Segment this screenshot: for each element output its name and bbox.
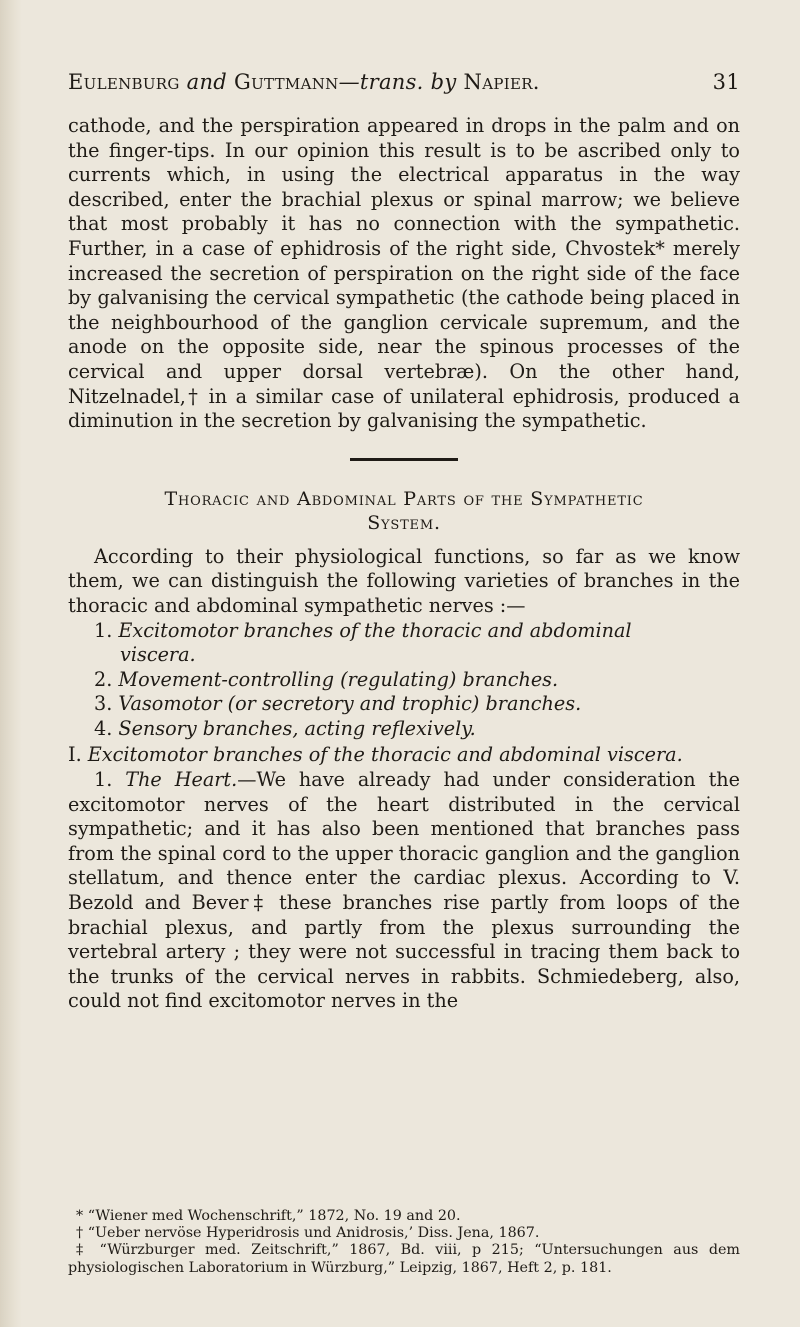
subsection-title: Excitomotor branches of the thoracic and abdominal viscera. (87, 743, 683, 767)
section-heading-line1: Thoracic and Abdominal Parts of the Sympathetic (164, 487, 644, 510)
author-guttmann: Guttmann (234, 70, 339, 94)
author-eulenburg: Eulenburg (68, 70, 180, 94)
item-number: 1. (94, 768, 113, 792)
list-text: Movement-controlling (regulating) branches. (118, 667, 559, 691)
footnote: * “Wiener med Wochenschrift,” 1872, No. 19 and 20. (76, 1208, 461, 1224)
list-item (68, 668, 740, 693)
page-number: 31 (712, 70, 740, 94)
subsection-heading (68, 743, 740, 768)
footnote: † “Ueber nervöse Hyperidrosis und Anidrosis,’ Diss. Jena, 1867. (76, 1225, 540, 1242)
section-heading (68, 487, 740, 535)
running-head (68, 70, 740, 100)
list-text: Vasomotor (or secretory and trophic) branches. (118, 692, 582, 716)
footnote: ‡ “Würzburger med. Zeitschrift,” 1867, Bd. viii, p 215; “Untersuchungen aus dem physiologischen Laboratorium in Würzburg,” Leipzig, 1867, Heft 2, p. 181. (68, 1242, 740, 1276)
item-text: —We have already had under consideration the excitomotor nerves of the heart distributed in the cervical sympathetic; and it has also been mentioned that branches pass from the spinal cord to the upper thoracic ganglion and the ganglion stellatum, and thence enter the cardiac plexus. According to V. Bezold and Bever‡ these branches rise partly from loops of the brachial plexus, and partly from the plexus surrounding the vertebral artery ; they were not successful in tracing them back to the trunks of the cervical nerves in rabbits. Schmiedeberg, also, could not find excitomotor nerves in the (68, 768, 740, 1013)
intro-paragraph: According to their physiological functions, so far as we know them, we can distinguish the following varieties of branches in the thoracic and abdominal sympathetic nerves :— (68, 544, 740, 617)
item-title: The Heart. (125, 768, 238, 792)
list-item (68, 619, 740, 668)
list-text: Sensory branches, acting reflexively. (118, 716, 476, 740)
list-number: 3. (94, 692, 113, 716)
branch-list (68, 619, 740, 742)
trans-by: —trans. by (338, 70, 457, 94)
list-number: 1. (94, 618, 113, 642)
main-text (68, 114, 740, 1014)
paragraph-continuation: cathode, and the perspiration appeared in drops in the palm and on the finger-tips. In our opinion this result is to be ascribed only to currents which, in using the electrical apparatus in the way described, enter the brachial plexus or spinal marrow; we believe that most probably it has no connection with the sympathetic. Further, in a case of ephidrosis of the right side, Chvostek* merely increased the secretion of perspiration on the right side of the face by galvanising the cervical sympathetic (the cathode being placed in the neighbourhood of the ganglion cervicale supremum, and the anode on the opposite side, near the spinous processes of the cervical and upper dorsal vertebræ). On the other hand, Nitzelnadel,† in a similar case of unilateral ephidrosis, produced a diminution in the secretion by galvanising the sympathetic. (68, 114, 740, 433)
running-head-title (68, 70, 540, 94)
translator-napier: Napier. (463, 70, 540, 94)
list-number: 4. (94, 716, 113, 740)
page-edge-shadow (0, 0, 22, 1327)
list-item (68, 717, 740, 742)
section-divider (350, 458, 458, 461)
subsection-number: I. (68, 743, 82, 767)
list-item (68, 692, 740, 717)
footnotes (68, 1208, 740, 1277)
list-text-cont: viscera. (120, 643, 196, 667)
section-heading-line2: System. (367, 511, 441, 534)
heart-paragraph (68, 768, 740, 1014)
list-text: Excitomotor branches of the thoracic and abdominal (118, 618, 632, 642)
book-page (68, 70, 740, 1276)
conjunction: and (186, 70, 228, 94)
list-number: 2. (94, 667, 113, 691)
